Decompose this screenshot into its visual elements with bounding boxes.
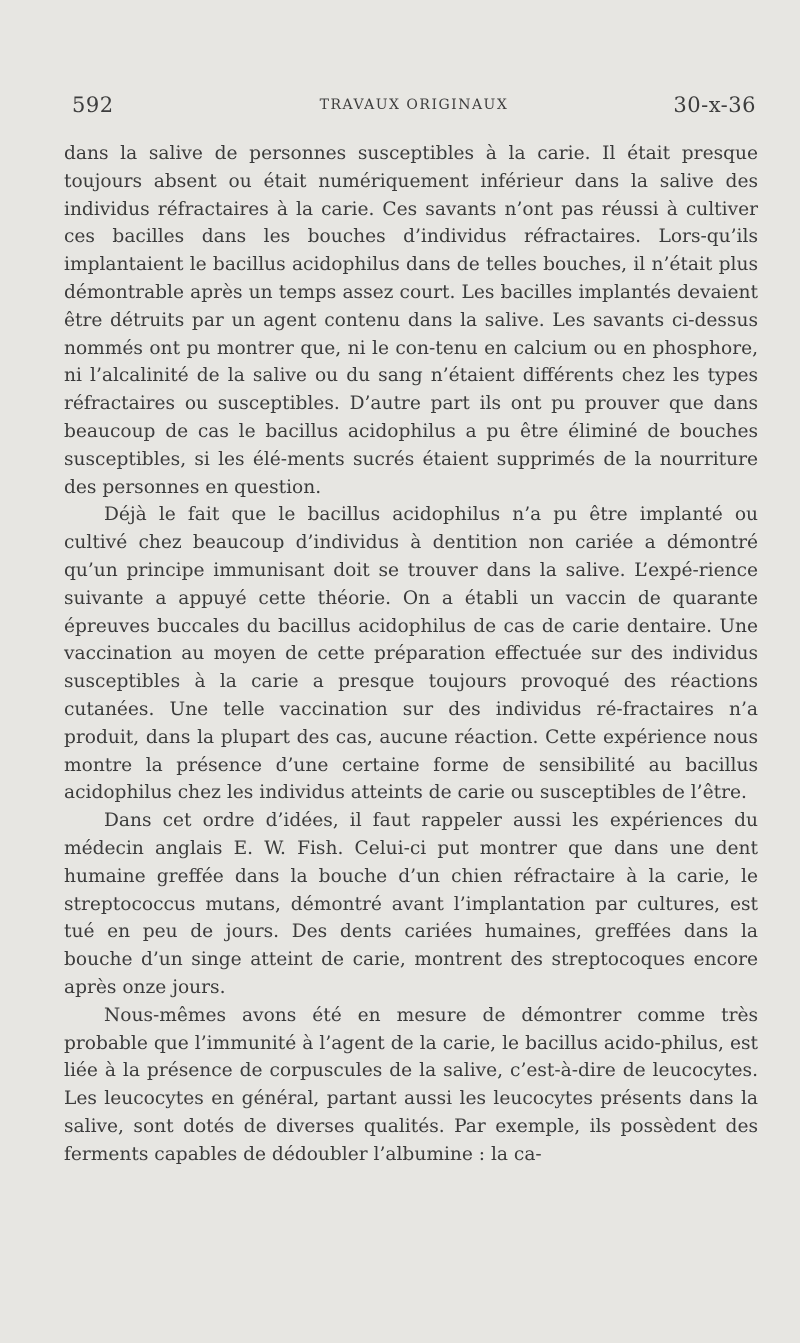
paragraph: Dans cet ordre d’idées, il faut rappeler aussi les expériences du médecin anglais E. W. Fish. Celui-ci put montrer que dans une dent humaine greffée dans la bouche d’un chien réfractaire à la carie, le streptococcus mutans, démontré avant l’implantation par cultures, est tué en peu de jours. Des dents cariées humaines, greffées dans la bouche d’un singe atteint de carie, montrent des streptocoques encore après onze jours. <box>64 810 758 998</box>
body-text <box>64 140 758 1168</box>
paragraph-continued: dans la salive de personnes susceptibles à la carie. Il était presque toujours absent ou était numériquement inférieur dans la salive des individus réfractaires à la carie. Ces savants n’ont pas réussi à cultiver ces bacilles dans les bouches d’individus réfractaires. Lors-qu’ils implantaient le bacillus acidophilus dans de telles bouches, il n’était plus démontrable après un temps assez court. Les bacilles implantés devaient être détruits par un agent contenu dans la salive. Les savants ci-dessus nommés ont pu montrer que, ni le con-tenu en calcium ou en phosphore, ni l’alcalinité de la salive ou du sang n’étaient différents chez les types réfractaires ou susceptibles. D’autre part ils ont pu prouver que dans beaucoup de cas le bacillus acidophilus a pu être éliminé de bouches susceptibles, si les élé-ments sucrés étaient supprimés de la nourriture des personnes en question. <box>64 143 758 498</box>
page-number: 592 <box>72 93 114 117</box>
running-head <box>72 93 756 123</box>
issue-date: 30-x-36 <box>673 93 756 117</box>
running-title: TRAVAUX ORIGINAUX <box>319 97 509 113</box>
paragraph: Nous-mêmes avons été en mesure de démontrer comme très probable que l’immunité à l’agent de la carie, le bacillus acido-philus, est liée à la présence de corpuscules de la salive, c’est-à-dire de leucocytes. Les leucocytes en général, partant aussi les leucocytes présents dans la salive, sont dotés de diverses qualités. Par exemple, ils possèdent des ferments capables de dédoubler l’albumine : la ca- <box>64 1004 758 1165</box>
paragraph: Déjà le fait que le bacillus acidophilus n’a pu être implanté ou cultivé chez beaucoup d’individus à dentition non cariée a démontré qu’un principe immunisant doit se trouver dans la salive. L’expé-rience suivante a appuyé cette théorie. On a établi un vaccin de quarante épreuves buccales du bacillus acidophilus de cas de carie dentaire. Une vaccination au moyen de cette préparation effectuée sur des individus susceptibles à la carie a presque toujours provoqué des réactions cutanées. Une telle vaccination sur des individus ré-fractaires n’a produit, dans la plupart des cas, aucune réaction. Cette expérience nous montre la présence d’une certaine forme de sensibilité au bacillus acidophilus chez les individus atteints de carie ou susceptibles de l’être. <box>64 504 758 804</box>
